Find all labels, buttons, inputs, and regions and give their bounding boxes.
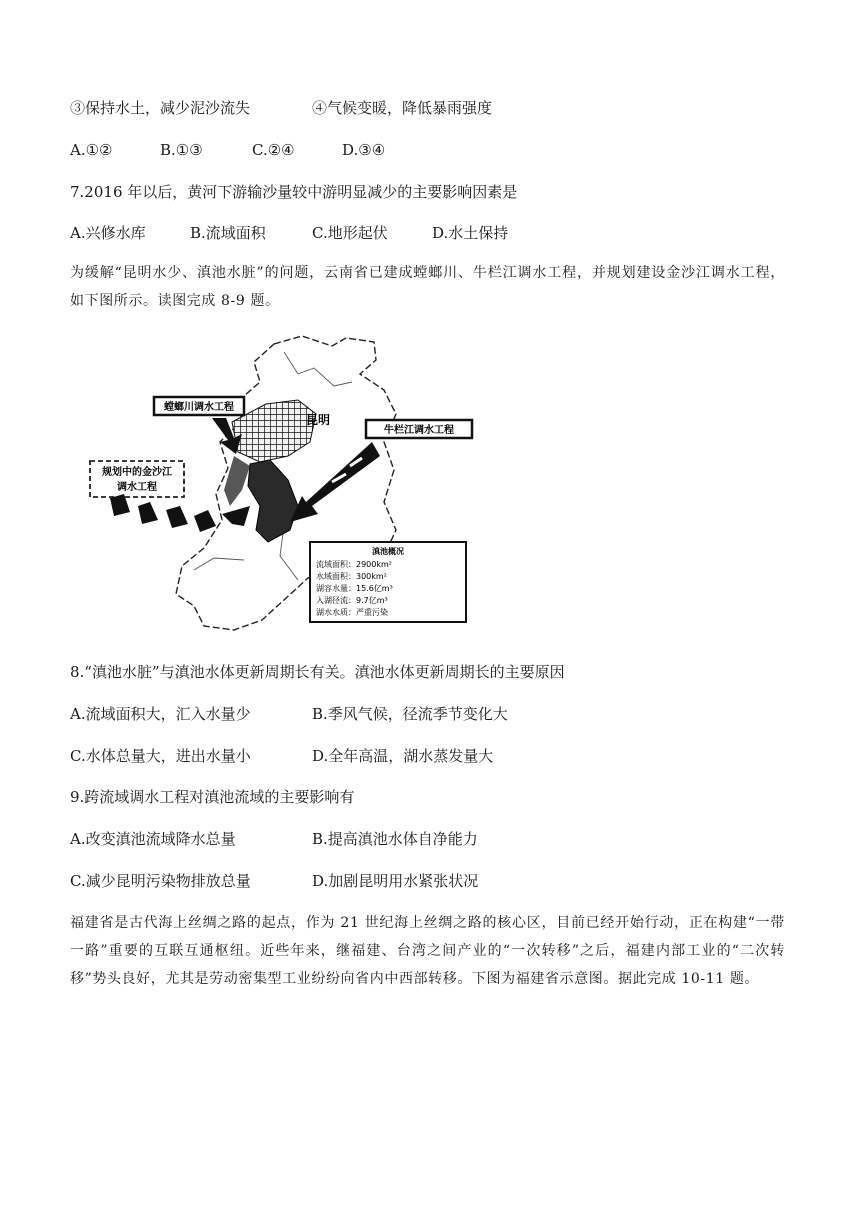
q7-option-a: A.兴修水库 [70, 224, 146, 242]
q6-option-c: C.②④ [252, 141, 295, 159]
q9-option-d: D.加剧昆明用水紧张状况 [312, 872, 479, 890]
info-row-4: 入湖径流：9.7亿m³ [316, 596, 388, 605]
label-jinshajiang-1: 规划中的金沙江 [102, 467, 172, 478]
info-row-5: 湖水水质：严重污染 [316, 608, 388, 617]
q9-option-a: A.改变滇池流域降水总量 [70, 830, 236, 848]
q6-item-3: ③保持水土，减少泥沙流失 [70, 99, 251, 117]
q8-stem: 8.“滇池水脏”与滇池水体更新周期长有关。滇池水体更新周期长的主要原因 [70, 663, 565, 681]
q8-option-c: C.水体总量大，进出水量小 [70, 747, 251, 765]
q6-option-b: B.①③ [160, 141, 203, 159]
dianchi-diversion-map [84, 330, 480, 636]
label-jinshajiang-2: 调水工程 [117, 482, 157, 493]
label-niulanjiang: 牛栏江调水工程 [384, 425, 454, 436]
q7-option-c: C.地形起伏 [312, 224, 388, 242]
q9-option-c: C.减少昆明污染物排放总量 [70, 872, 251, 890]
info-row-2: 水域面积：300km² [316, 572, 387, 581]
info-title: 滇池概况 [372, 547, 404, 556]
q6-item-4: ④气候变暖，降低暴雨强度 [312, 99, 493, 117]
info-row-1: 流域面积：2900km² [316, 560, 392, 569]
q8-option-a: A.流域面积大，汇入水量少 [70, 705, 251, 723]
intro-questions-10-11: 福建省是古代海上丝绸之路的起点，作为 21 世纪海上丝绸之路的核心区，目前已经开始行动，正在构建“一带一路”重要的互联互通枢纽。近些年来，继福建、台湾之间产业的“一次转移”之后，福建内部工业的“二次转移”势头良好，尤其是劳动密集型工业纷纷向省内中西部转移。下图为福建省示意图。据此完成 10-11 题。 [70, 915, 786, 987]
label-kunming: 昆明 [306, 413, 331, 427]
q8-option-b: B.季风气候，径流季节变化大 [312, 705, 508, 723]
label-tanglangchuan: 螳螂川调水工程 [164, 402, 234, 413]
q9-stem: 9.跨流域调水工程对滇池流域的主要影响有 [70, 788, 355, 806]
intro-questions-8-9: 为缓解“昆明水少、滇池水脏”的问题，云南省已建成螳螂川、牛栏江调水工程，并规划建设金沙江调水工程，如下图所示。读图完成 8-9 题。 [70, 265, 785, 309]
q6-option-d: D.③④ [342, 141, 386, 159]
q7-option-b: B.流域面积 [190, 224, 266, 242]
info-row-3: 湖容水量：15.6亿m³ [316, 584, 393, 593]
q7-stem: 7.2016 年以后，黄河下游输沙量较中游明显减少的主要影响因素是 [70, 183, 518, 201]
q6-option-a: A.①② [70, 141, 113, 159]
q7-option-d: D.水土保持 [432, 224, 509, 242]
q8-option-d: D.全年高温，湖水蒸发量大 [312, 747, 494, 765]
q9-option-b: B.提高滇池水体自净能力 [312, 830, 478, 848]
dianchi-lake [248, 460, 298, 542]
